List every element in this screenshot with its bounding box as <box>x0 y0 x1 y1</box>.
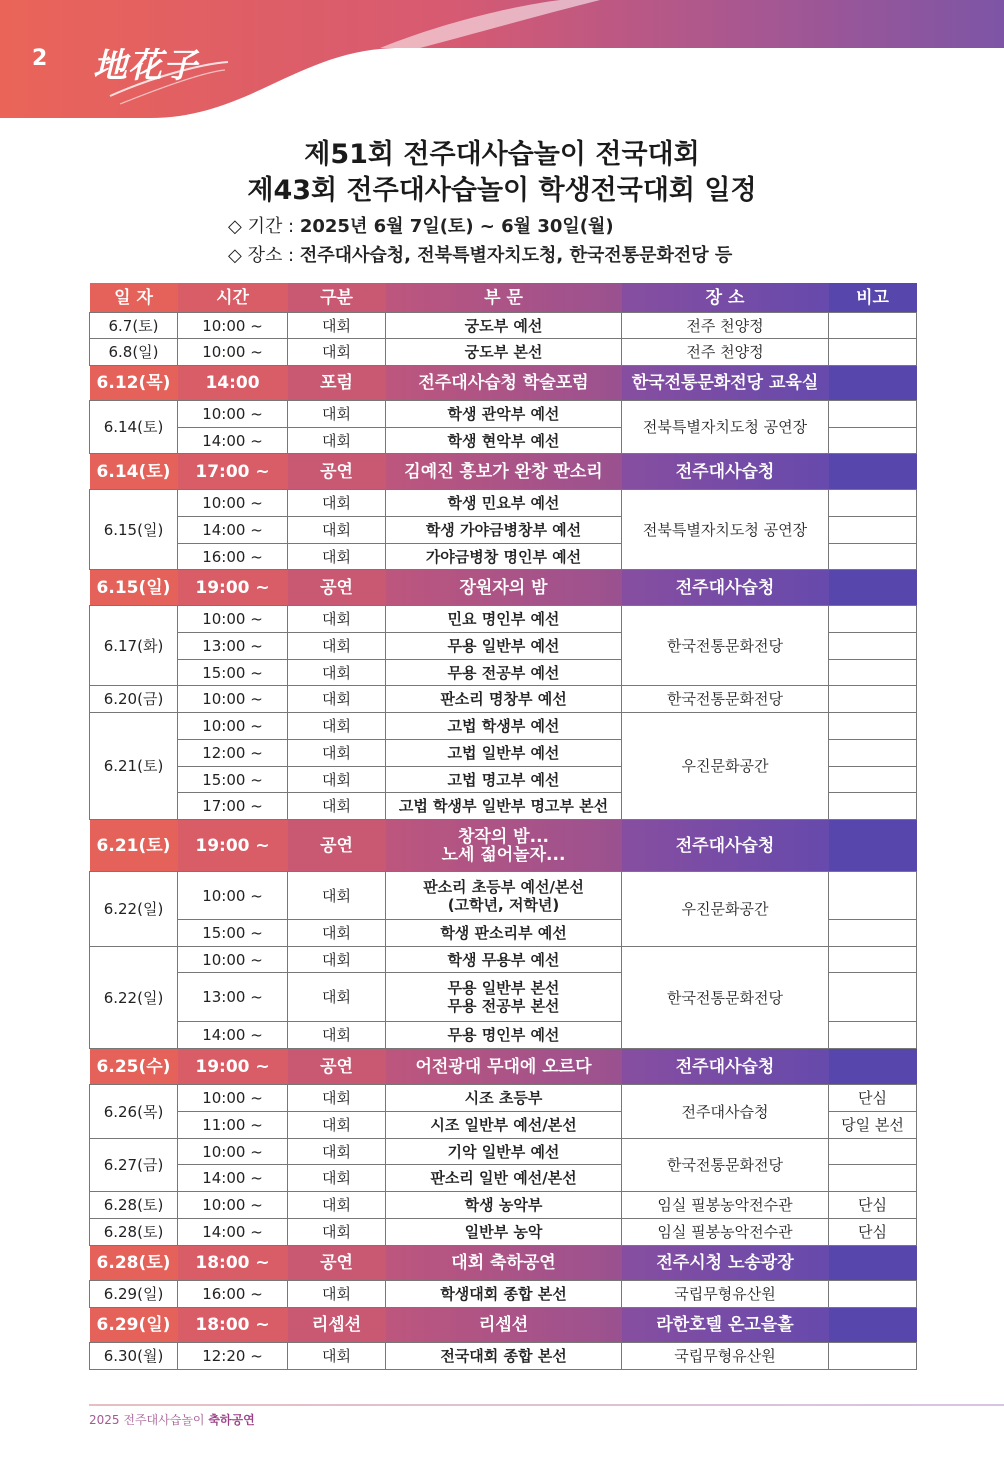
cell-division: 대회 축하공연 <box>386 1246 622 1281</box>
cell-division: 고법 학생부 일반부 명고부 본선 <box>386 793 622 820</box>
cell-date: 6.26(목) <box>90 1085 178 1139</box>
cell-division: 고법 명고부 예선 <box>386 767 622 793</box>
cell-venue: 전주시청 노송광장 <box>622 1246 829 1281</box>
cell-note <box>829 686 917 713</box>
period-info <box>228 212 614 238</box>
cell-venue: 전주대사습청 <box>622 1049 829 1085</box>
cell-note <box>829 1049 917 1085</box>
page-footer <box>89 1411 255 1428</box>
header-date: 일 자 <box>90 283 178 313</box>
cell-type: 대회 <box>288 1112 386 1139</box>
cell-time: 10:00 ~ <box>178 713 288 740</box>
cell-type: 대회 <box>288 606 386 633</box>
cell-venue: 라한호텔 온고을홀 <box>622 1308 829 1343</box>
cell-division: 판소리 명창부 예선 <box>386 686 622 713</box>
cell-date: 6.30(월) <box>90 1343 178 1370</box>
cell-note: 당일 본선 <box>829 1112 917 1139</box>
cell-date: 6.22(일) <box>90 872 178 947</box>
cell-division: 학생대회 종합 본선 <box>386 1281 622 1308</box>
cell-division <box>386 973 622 1022</box>
cell-note <box>829 1165 917 1192</box>
table-row <box>90 1343 917 1370</box>
cell-time: 12:20 ~ <box>178 1343 288 1370</box>
cell-note <box>829 339 917 366</box>
cell-date: 6.21(토) <box>90 820 178 872</box>
table-row <box>90 1192 917 1219</box>
division-line-2: 노세 젊어놀자... <box>441 844 566 865</box>
cell-date: 6.27(금) <box>90 1139 178 1192</box>
cell-division: 학생 민요부 예선 <box>386 490 622 517</box>
cell-venue: 한국전통문화전당 <box>622 1139 829 1192</box>
cell-time: 13:00 ~ <box>178 633 288 660</box>
division-line-1: 창작의 밤... <box>458 826 549 847</box>
cell-note <box>829 1308 917 1343</box>
footer-highlight: 축하공연 <box>208 1413 255 1427</box>
cell-division <box>386 820 622 872</box>
division-line-2: (고학년, 저학년) <box>447 895 560 914</box>
event-row <box>90 366 917 401</box>
cell-date: 6.25(수) <box>90 1049 178 1085</box>
cell-note: 단심 <box>829 1085 917 1112</box>
cell-venue: 전주대사습청 <box>622 820 829 872</box>
cell-type: 대회 <box>288 740 386 767</box>
cell-time: 14:00 ~ <box>178 1219 288 1246</box>
venue-label: ◇ 장소 : <box>228 245 300 266</box>
cell-time: 10:00 ~ <box>178 339 288 366</box>
cell-note <box>829 454 917 490</box>
cell-time: 11:00 ~ <box>178 1112 288 1139</box>
cell-venue: 우진문화공간 <box>622 872 829 947</box>
division-line-1: 무용 일반부 본선 <box>447 979 560 997</box>
cell-type: 대회 <box>288 428 386 454</box>
cell-time: 10:00 ~ <box>178 947 288 973</box>
cell-type: 포럼 <box>288 366 386 401</box>
cell-venue: 국립무형유산원 <box>622 1281 829 1308</box>
event-row <box>90 1049 917 1085</box>
cell-note <box>829 820 917 872</box>
cell-type: 대회 <box>288 1192 386 1219</box>
cell-date: 6.28(토) <box>90 1246 178 1281</box>
cell-type: 대회 <box>288 1085 386 1112</box>
cell-date: 6.8(일) <box>90 339 178 366</box>
cell-note <box>829 401 917 428</box>
cell-note <box>829 1343 917 1370</box>
cell-type: 공연 <box>288 570 386 606</box>
division-line-1: 판소리 초등부 예선/본선 <box>423 877 584 896</box>
cell-date: 6.20(금) <box>90 686 178 713</box>
cell-division: 학생 무용부 예선 <box>386 947 622 973</box>
table-row <box>90 401 917 428</box>
cell-date: 6.21(토) <box>90 713 178 820</box>
cell-division: 무용 전공부 예선 <box>386 660 622 686</box>
footer-text: 2025 전주대사습놀이 <box>89 1413 209 1427</box>
table-row <box>90 713 917 740</box>
cell-note <box>829 544 917 570</box>
header-time: 시간 <box>178 283 288 313</box>
cell-type: 대회 <box>288 339 386 366</box>
cell-type: 대회 <box>288 767 386 793</box>
cell-note <box>829 872 917 920</box>
cell-time: 16:00 ~ <box>178 544 288 570</box>
cell-division: 일반부 농악 <box>386 1219 622 1246</box>
header-type: 구분 <box>288 283 386 313</box>
cell-note <box>829 740 917 767</box>
cell-date: 6.29(일) <box>90 1281 178 1308</box>
cell-note <box>829 1022 917 1049</box>
cell-type: 대회 <box>288 1343 386 1370</box>
cell-division: 민요 명인부 예선 <box>386 606 622 633</box>
table-header-row <box>90 283 917 313</box>
cell-type: 대회 <box>288 1219 386 1246</box>
cell-type: 대회 <box>288 313 386 339</box>
cell-time: 12:00 ~ <box>178 740 288 767</box>
cell-time: 10:00 ~ <box>178 872 288 920</box>
cell-date: 6.17(화) <box>90 606 178 686</box>
cell-type: 공연 <box>288 820 386 872</box>
cell-time: 10:00 ~ <box>178 1139 288 1165</box>
table-row <box>90 686 917 713</box>
cell-time: 14:00 <box>178 366 288 401</box>
cell-division: 가야금병창 명인부 예선 <box>386 544 622 570</box>
table-row <box>90 490 917 517</box>
table-row <box>90 1219 917 1246</box>
cell-date: 6.29(일) <box>90 1308 178 1343</box>
cell-note: 단심 <box>829 1192 917 1219</box>
cell-type: 리셉션 <box>288 1308 386 1343</box>
cell-type: 대회 <box>288 947 386 973</box>
cell-type: 대회 <box>288 490 386 517</box>
event-row <box>90 1308 917 1343</box>
cell-venue: 전북특별자치도청 공연장 <box>622 490 829 570</box>
cell-division: 궁도부 예선 <box>386 313 622 339</box>
cell-note: 단심 <box>829 1219 917 1246</box>
cell-time: 10:00 ~ <box>178 1085 288 1112</box>
cell-time: 14:00 ~ <box>178 1022 288 1049</box>
cell-type: 대회 <box>288 633 386 660</box>
page-subtitle: 제43회 전주대사습놀이 학생전국대회 일정 <box>247 175 757 206</box>
cell-division: 시조 초등부 <box>386 1085 622 1112</box>
cell-date: 6.14(토) <box>90 401 178 454</box>
cell-note <box>829 713 917 740</box>
cell-type: 대회 <box>288 793 386 820</box>
table-row <box>90 872 917 920</box>
cell-time: 10:00 ~ <box>178 1192 288 1219</box>
cell-time: 16:00 ~ <box>178 1281 288 1308</box>
cell-date: 6.14(토) <box>90 454 178 490</box>
cell-time: 17:00 ~ <box>178 454 288 490</box>
cell-note <box>829 313 917 339</box>
cell-time: 15:00 ~ <box>178 660 288 686</box>
page-number: 2 <box>32 46 48 71</box>
cell-venue: 전주대사습청 <box>622 1085 829 1139</box>
table-row <box>90 606 917 633</box>
cell-venue: 한국전통문화전당 <box>622 686 829 713</box>
footer-divider <box>89 1404 1004 1406</box>
venue-value: 전주대사습청, 전북특별자치도청, 한국전통문화전당 등 <box>299 245 733 266</box>
cell-time: 19:00 ~ <box>178 570 288 606</box>
table-row <box>90 947 917 973</box>
cell-type: 대회 <box>288 517 386 544</box>
cell-time: 18:00 ~ <box>178 1308 288 1343</box>
cell-division: 기악 일반부 예선 <box>386 1139 622 1165</box>
cell-type: 대회 <box>288 1022 386 1049</box>
cell-type: 대회 <box>288 872 386 920</box>
cell-venue: 전주 천양정 <box>622 313 829 339</box>
cell-time: 10:00 ~ <box>178 401 288 428</box>
cell-note <box>829 517 917 544</box>
cell-division: 어전광대 무대에 오르다 <box>386 1049 622 1085</box>
cell-time: 17:00 ~ <box>178 793 288 820</box>
cell-date: 6.22(일) <box>90 947 178 1049</box>
page-header <box>0 0 1004 118</box>
cell-date: 6.15(일) <box>90 490 178 570</box>
cell-division: 김예진 흥보가 완창 판소리 <box>386 454 622 490</box>
cell-venue: 우진문화공간 <box>622 713 829 820</box>
cell-date: 6.28(토) <box>90 1192 178 1219</box>
cell-division: 학생 판소리부 예선 <box>386 920 622 947</box>
cell-venue: 전주대사습청 <box>622 570 829 606</box>
table-row <box>90 313 917 339</box>
cell-note <box>829 973 917 1022</box>
cell-type: 대회 <box>288 713 386 740</box>
cell-note <box>829 490 917 517</box>
cell-division: 시조 일반부 예선/본선 <box>386 1112 622 1139</box>
cell-type: 공연 <box>288 1049 386 1085</box>
cell-venue: 전북특별자치도청 공연장 <box>622 401 829 454</box>
cell-type: 공연 <box>288 1246 386 1281</box>
cell-venue: 전주 천양정 <box>622 339 829 366</box>
event-row <box>90 1246 917 1281</box>
cell-time: 10:00 ~ <box>178 606 288 633</box>
cell-venue: 한국전통문화전당 <box>622 947 829 1049</box>
cell-date: 6.15(일) <box>90 570 178 606</box>
cell-note <box>829 570 917 606</box>
cell-time: 13:00 ~ <box>178 973 288 1022</box>
cell-division: 학생 농악부 <box>386 1192 622 1219</box>
cell-time: 10:00 ~ <box>178 686 288 713</box>
cell-venue: 임실 필봉농악전수관 <box>622 1219 829 1246</box>
division-line-2: 무용 전공부 본선 <box>447 997 560 1015</box>
cell-division <box>386 872 622 920</box>
cell-type: 대회 <box>288 544 386 570</box>
cell-type: 대회 <box>288 660 386 686</box>
cell-venue: 한국전통문화전당 <box>622 606 829 686</box>
cell-time: 14:00 ~ <box>178 1165 288 1192</box>
cell-division: 고법 일반부 예선 <box>386 740 622 767</box>
cell-time: 10:00 ~ <box>178 490 288 517</box>
cell-division: 고법 학생부 예선 <box>386 713 622 740</box>
cell-note <box>829 793 917 820</box>
cell-venue: 국립무형유산원 <box>622 1343 829 1370</box>
cell-type: 대회 <box>288 1139 386 1165</box>
event-row <box>90 570 917 606</box>
cell-division: 전국대회 종합 본선 <box>386 1343 622 1370</box>
cell-time: 14:00 ~ <box>178 517 288 544</box>
cell-note <box>829 366 917 401</box>
cell-type: 대회 <box>288 401 386 428</box>
cell-type: 대회 <box>288 1281 386 1308</box>
event-row <box>90 454 917 490</box>
cell-note <box>829 947 917 973</box>
cell-note <box>829 633 917 660</box>
page-title: 제51회 전주대사습놀이 전국대회 <box>304 139 700 170</box>
table-row <box>90 339 917 366</box>
cell-division: 리셉션 <box>386 1308 622 1343</box>
brand-logo: 地花子 <box>93 46 198 86</box>
period-value: 2025년 6월 7일(토) ~ 6월 30일(월) <box>299 216 614 237</box>
cell-time: 14:00 ~ <box>178 428 288 454</box>
cell-division: 학생 가야금병창부 예선 <box>386 517 622 544</box>
schedule-table <box>89 283 917 1370</box>
cell-division: 무용 일반부 예선 <box>386 633 622 660</box>
header-note: 비고 <box>829 283 917 313</box>
cell-time: 19:00 ~ <box>178 1049 288 1085</box>
cell-division: 장원자의 밤 <box>386 570 622 606</box>
cell-division: 전주대사습청 학술포럼 <box>386 366 622 401</box>
cell-time: 19:00 ~ <box>178 820 288 872</box>
cell-note <box>829 1246 917 1281</box>
table-row <box>90 1139 917 1165</box>
cell-type: 대회 <box>288 686 386 713</box>
cell-division: 궁도부 본선 <box>386 339 622 366</box>
cell-date: 6.7(토) <box>90 313 178 339</box>
cell-time: 10:00 ~ <box>178 313 288 339</box>
header-division: 부 문 <box>386 283 622 313</box>
cell-note <box>829 1139 917 1165</box>
cell-venue: 전주대사습청 <box>622 454 829 490</box>
cell-division: 학생 관악부 예선 <box>386 401 622 428</box>
header-venue: 장 소 <box>622 283 829 313</box>
cell-type: 대회 <box>288 920 386 947</box>
venue-info <box>228 241 732 267</box>
cell-division: 학생 현악부 예선 <box>386 428 622 454</box>
period-label: ◇ 기간 : <box>228 216 300 237</box>
cell-note <box>829 428 917 454</box>
cell-note <box>829 1281 917 1308</box>
cell-date: 6.28(토) <box>90 1219 178 1246</box>
cell-type: 대회 <box>288 1165 386 1192</box>
cell-venue: 임실 필봉농악전수관 <box>622 1192 829 1219</box>
cell-venue: 한국전통문화전당 교육실 <box>622 366 829 401</box>
cell-note <box>829 767 917 793</box>
cell-time: 15:00 ~ <box>178 920 288 947</box>
cell-type: 대회 <box>288 973 386 1022</box>
cell-note <box>829 606 917 633</box>
cell-date: 6.12(목) <box>90 366 178 401</box>
cell-time: 18:00 ~ <box>178 1246 288 1281</box>
cell-note <box>829 920 917 947</box>
cell-type: 공연 <box>288 454 386 490</box>
table-row <box>90 1085 917 1112</box>
cell-division: 무용 명인부 예선 <box>386 1022 622 1049</box>
cell-time: 15:00 ~ <box>178 767 288 793</box>
cell-division: 판소리 일반 예선/본선 <box>386 1165 622 1192</box>
event-row <box>90 820 917 872</box>
table-row <box>90 1281 917 1308</box>
cell-note <box>829 660 917 686</box>
